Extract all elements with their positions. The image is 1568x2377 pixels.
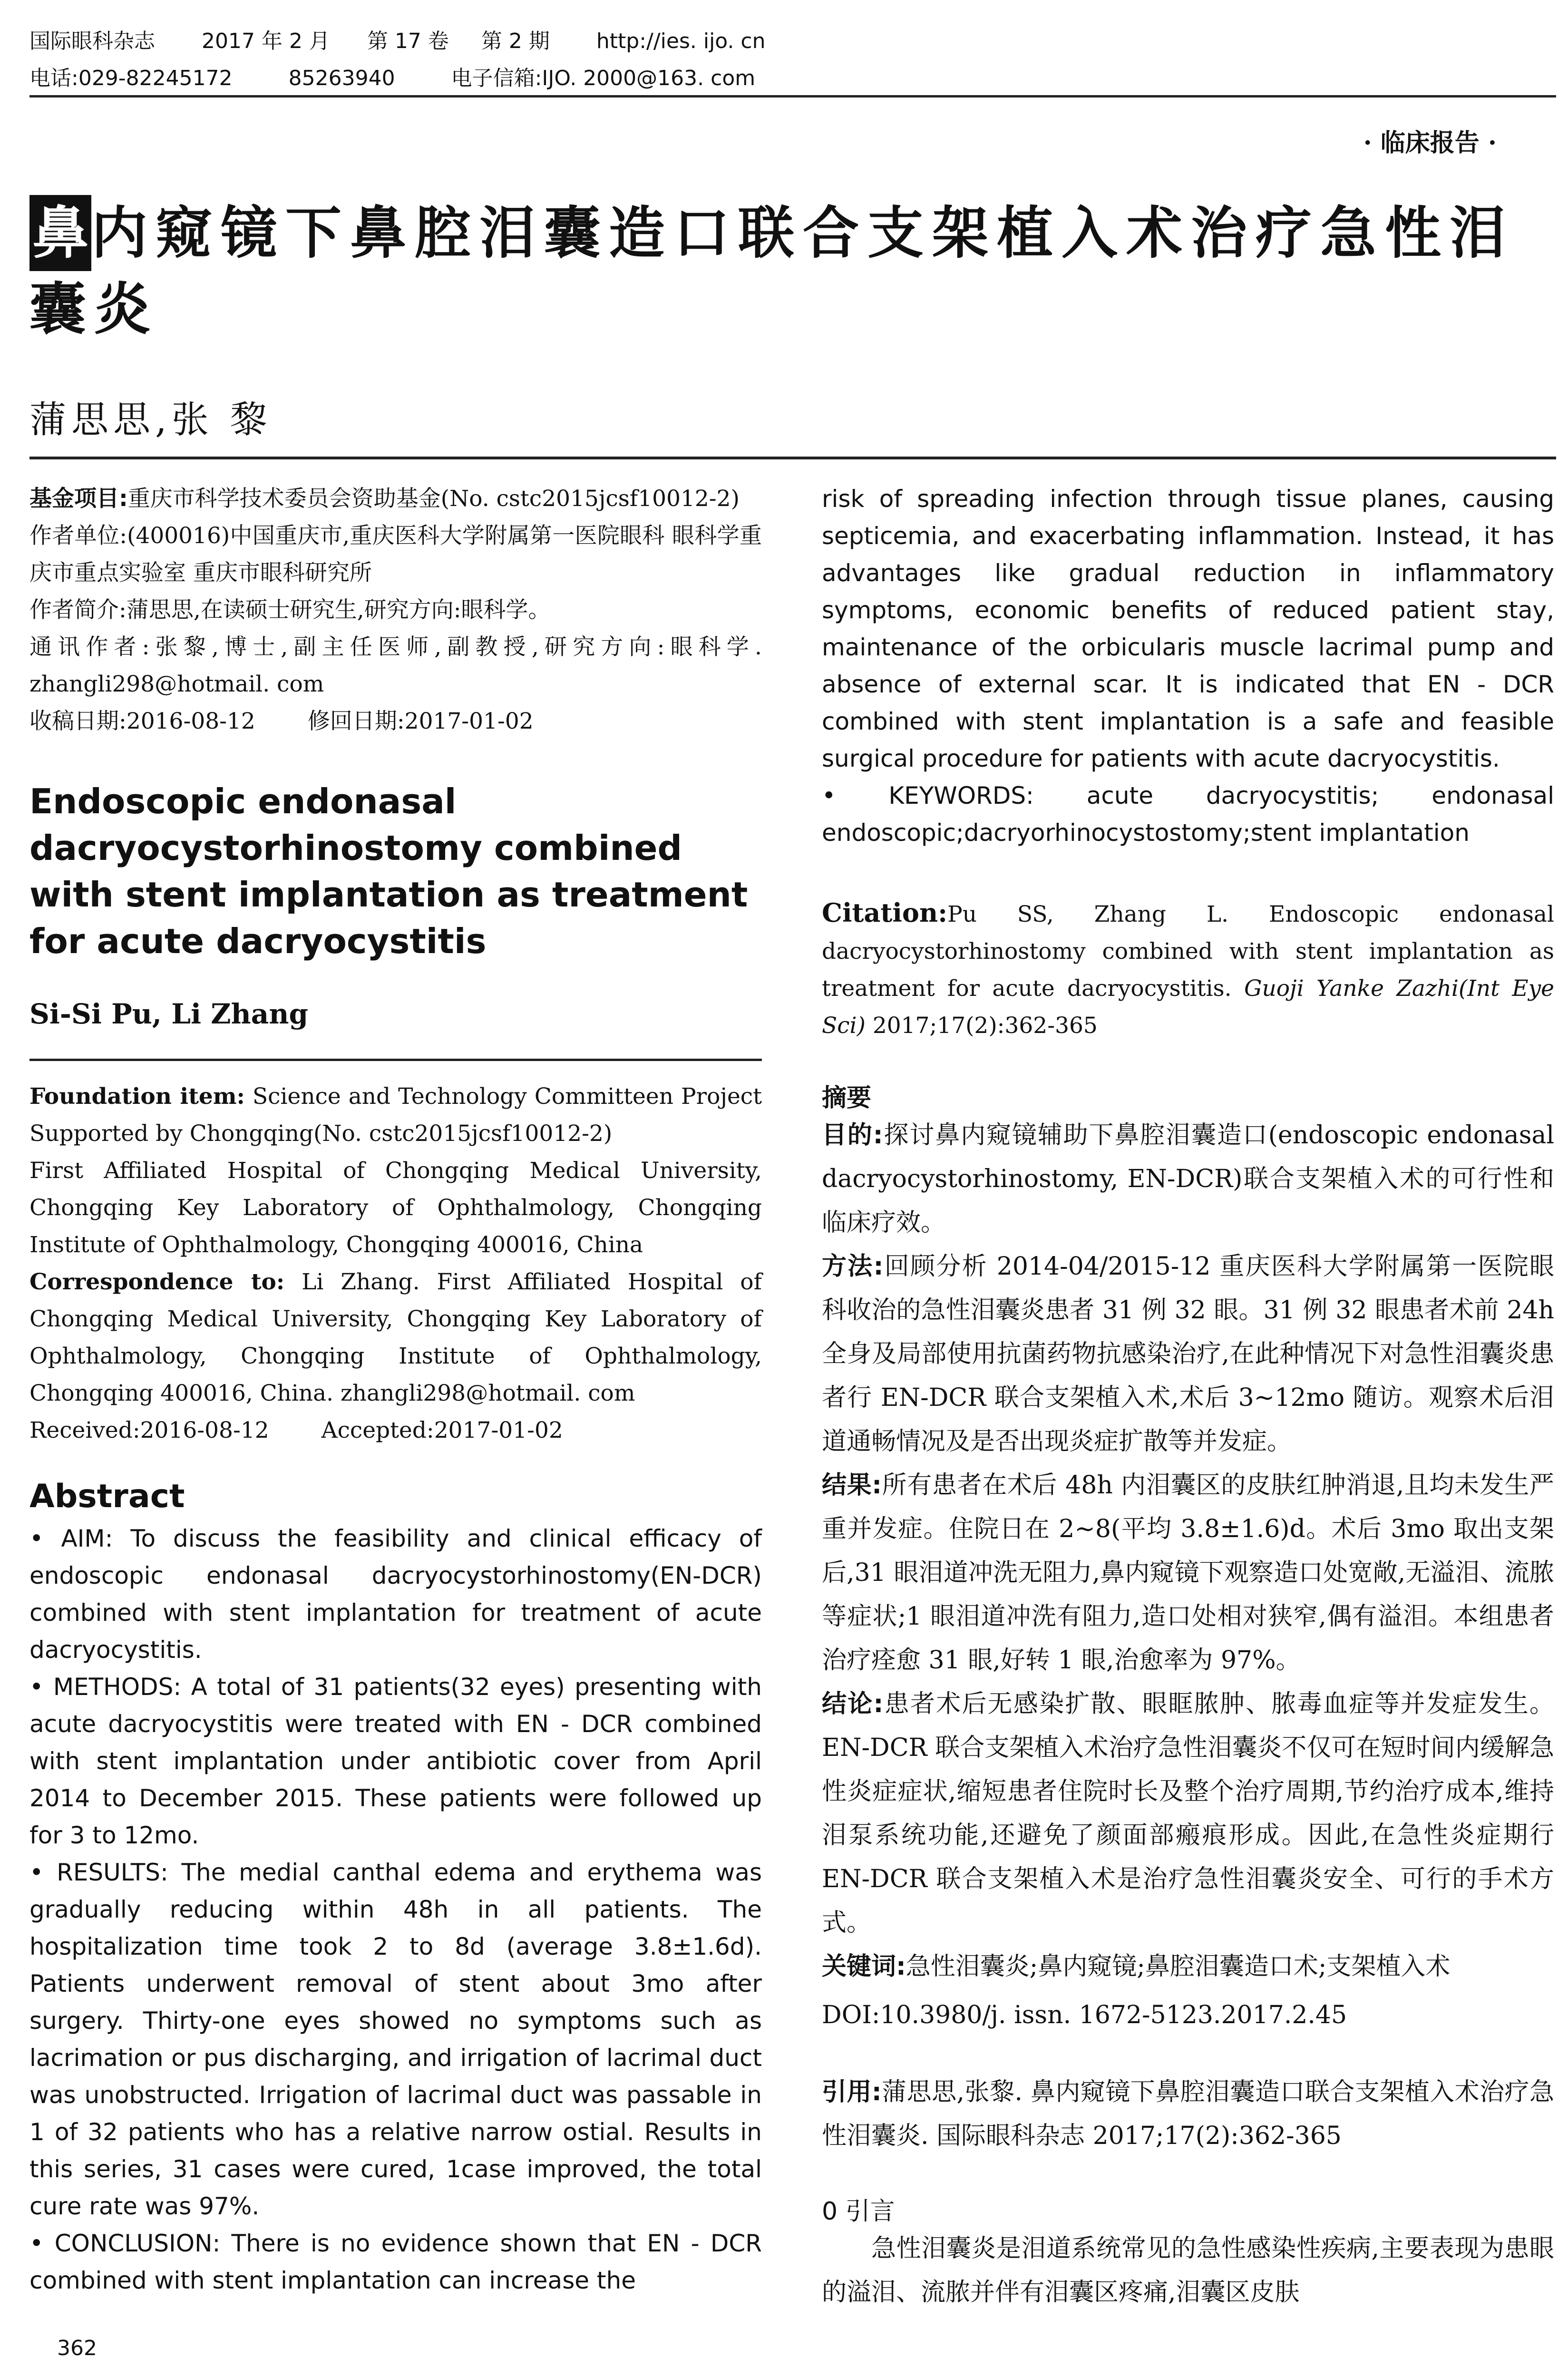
cn-abstract-keywords: 关键词:急性泪囊炎;鼻内窥镜;鼻腔泪囊造口术;支架植入术: [822, 1952, 1451, 1981]
intro-heading: 0 引言: [822, 2197, 895, 2226]
abstract-aim: • AIM: To discuss the feasibility and clinical efficacy of endoscopic endonasal dacryocystorhinostomy(EN-DCR) combined with stent implantation for treatment of acute dacryocystitis.: [29, 1525, 762, 1664]
phone: 电话:029-82245172: [29, 66, 233, 90]
citation-label: Citation:: [822, 897, 948, 928]
intro-text: 急性泪囊炎是泪道系统常见的急性感染性疾病,主要表现为患眼的溢泪、流脓并伴有泪囊区疼痛,泪囊区皮肤: [822, 2234, 1554, 2307]
issue-date: 2017 年 2 月: [202, 29, 330, 53]
phone2: 85263940: [288, 66, 395, 90]
cn-bio: 作者简介:蒲思思,在读硕士研究生,研究方向:眼科学。: [29, 597, 551, 623]
running-header-line2: [29, 61, 755, 91]
cn-abstract-conclusion: 结论:患者术后无感染扩散、眼眶脓肿、脓毒血症等并发症发生。EN-DCR 联合支架植入术治疗急性泪囊炎不仅可在短时间内缓解急性炎症症状,缩短患者住院时长及整个治疗周期,节约治疗成本,维持泪泵系统功能,还避免了颜面部瘢痕形成。因此,在急性炎症期行 EN-DCR 联合支架植入术是治疗急性泪囊炎安全、可行的手术方式。: [822, 1690, 1554, 1937]
abstract-body: [29, 1520, 762, 2299]
title-rule: [29, 457, 1556, 459]
abstract-conclusion-start: • CONCLUSION: There is no evidence shown that EN - DCR combined with stent implantation can increase the: [29, 2230, 762, 2294]
abstract-keywords: • KEYWORDS: acute dacryocystitis; endonasal endoscopic;dacryorhinocystostomy;stent implantation: [822, 782, 1554, 847]
abstract-methods: • METHODS: A total of 31 patients(32 eyes) presenting with acute dacryocystitis were treated with EN - DCR combined with stent implantation under antibiotic cover from April 2014 to December 2015. These patients were followed up for 3 to 12mo.: [29, 1673, 762, 1849]
header-rule: [29, 95, 1556, 97]
title-text: 内窥镜下鼻腔泪囊造口联合支架植入术治疗急性泪囊炎: [29, 200, 1515, 342]
en-affiliation: First Affiliated Hospital of Chongqing Medical University, Chongqing Key Laboratory of Ophthalmology, Chongqing Institute of Ophthalmology, Chongqing 400016, China: [29, 1158, 762, 1258]
cn-abstract-methods: 方法:回顾分析 2014-04/2015-12 重庆医科大学附属第一医院眼科收治的急性泪囊炎患者 31 例 32 眼。31 例 32 眼患者术前 24h 全身及局部使用抗菌药物抗感染治疗,在此种情况下对急性泪囊炎患者行 EN-DCR 联合支架植入术,术后 3~12mo 随访。观察术后泪道通畅情况及是否出现炎症扩散等并发症。: [822, 1252, 1555, 1456]
section-tag: · 临床报告 ·: [1363, 128, 1497, 157]
cn-revised: 修回日期:2017-01-02: [307, 708, 534, 734]
en-foundation: Foundation item: Science and Technology Committeen Project Supported by Chongqing(No. cstc2015jcsf10012-2): [29, 1083, 762, 1147]
en-foundation-label: Foundation item:: [29, 1083, 245, 1110]
doi[interactable]: DOI:10.3980/j. issn. 1672-5123.2017.2.45: [822, 2001, 1347, 2029]
authors-cn: 蒲思思,张 黎: [29, 399, 272, 441]
en-received: Received:2016-08-12: [29, 1417, 269, 1443]
en-title: Endoscopic endonasal dacryocystorhinostomy combined with stent implantation as treatment for acute dacryocystitis: [29, 781, 748, 961]
right-column: [822, 480, 1554, 2314]
volume: 第 17 卷: [367, 29, 449, 53]
issue: 第 2 期: [481, 29, 550, 53]
page-number: 362: [57, 2336, 97, 2360]
en-corr-label: Correspondence to:: [29, 1269, 285, 1295]
journal-url[interactable]: http://ies. ijo. cn: [596, 29, 766, 53]
cn-abstract-aim: 目的:探讨鼻内窥镜辅助下鼻腔泪囊造口(endoscopic endonasal dacryocystorhinostomy, EN-DCR)联合支架植入术的可行性和临床疗效。: [822, 1121, 1555, 1237]
en-correspondence: Correspondence to: Li Zhang. First Affiliated Hospital of Chongqing Medical University, Chongqing Key Laboratory of Ophthalmology, Chongqing Institute of Ophthalmology, Chongqing 400016, China. zhangli298@hotmail. com: [29, 1269, 762, 1406]
cn-foundation-label: 基金项目:: [29, 486, 128, 512]
citation: Citation:Pu SS, Zhang L. Endoscopic endonasal dacryocystorhinostomy combined with stent implantation as treatment for acute dacryocystitis. Guoji Yanke Zazhi(Int Eye Sci) 2017;17(2):362-365: [822, 897, 1554, 1039]
cn-affiliation: 作者单位:(400016)中国重庆市,重庆医科大学附属第一医院眼科 眼科学重庆市重点实验室 重庆市眼科研究所: [29, 523, 762, 586]
cn-abstract-heading: 摘要: [822, 1084, 872, 1112]
abstract-conclusion-end: risk of spreading infection through tissue planes, causing septicemia, and exacerbating inflammation. Instead, it has advantages like gradual reduction in inflammatory symptoms, economic benefits of reduced patient stay, maintenance of the orbicularis muscle lacrimal pump and absence of external scar. It is indicated that EN - DCR combined with stent implantation is a safe and feasible surgical procedure for patients with acute dacryocystitis.: [822, 485, 1554, 772]
abstract-heading: Abstract: [29, 1478, 185, 1515]
en-authors: Si-Si Pu, Li Zhang: [29, 998, 309, 1030]
en-authors-rule: [29, 1059, 762, 1061]
cn-received: 收稿日期:2016-08-12: [29, 708, 255, 734]
citation-journal: Guoji Yanke Zazhi(Int Eye Sci): [822, 975, 1554, 1039]
abstract-results: • RESULTS: The medial canthal edema and erythema was gradually reducing within 48h in all patients. The hospitalization time took 2 to 8d (average 3.8±1.6d). Patients underwent removal of stent about 3mo after surgery. Thirty-one eyes showed no symptoms such as lacrimation or pus discharging, and irrigation of lacrimal duct was unobstructed. Irrigation of lacrimal duct was passable in 1 of 32 patients who has a relative narrow ostial. Results in this series, 31 cases were cured, 1case improved, the total cure rate was 97%.: [29, 1859, 762, 2220]
cn-dates: [29, 703, 762, 740]
cn-foundation: 基金项目:重庆市科学技术委员会资助基金(No. cstc2015jcsf10012-2): [29, 486, 740, 512]
en-dates: [29, 1412, 762, 1449]
cn-abstract-results: 结果:所有患者在术后 48h 内泪囊区的皮肤红肿消退,且均未发生严重并发症。住院日在 2~8(平均 3.8±1.6)d。术后 3mo 取出支架后,31 眼泪道冲洗无阻力,鼻内窥镜下观察造口处宽敞,无溢泪、流脓等症状;1 眼泪道冲洗有阻力,造口处相对狭窄,偶有溢泪。本组患者治疗痊愈 31 眼,好转 1 眼,治愈率为 97%。: [822, 1471, 1555, 1675]
journal-name: 国际眼科杂志: [29, 29, 155, 53]
page-title: [29, 195, 1561, 347]
cn-correspondence: 通讯作者:张黎,博士,副主任医师,副教授,研究方向:眼科学. zhangli298@hotmail. com: [29, 634, 762, 697]
running-header-line1: [29, 24, 766, 54]
en-accepted: Accepted:2017-01-02: [321, 1417, 563, 1443]
en-meta: [29, 1078, 762, 1449]
email[interactable]: 电子信箱:IJO. 2000@163. com: [451, 66, 756, 90]
cn-citation: 引用:蒲思思,张黎. 鼻内窥镜下鼻腔泪囊造口联合支架植入术治疗急性泪囊炎. 国际眼科杂志 2017;17(2):362-365: [822, 2078, 1554, 2150]
left-column: [29, 480, 762, 2299]
title-drop-char: 鼻: [29, 195, 91, 271]
